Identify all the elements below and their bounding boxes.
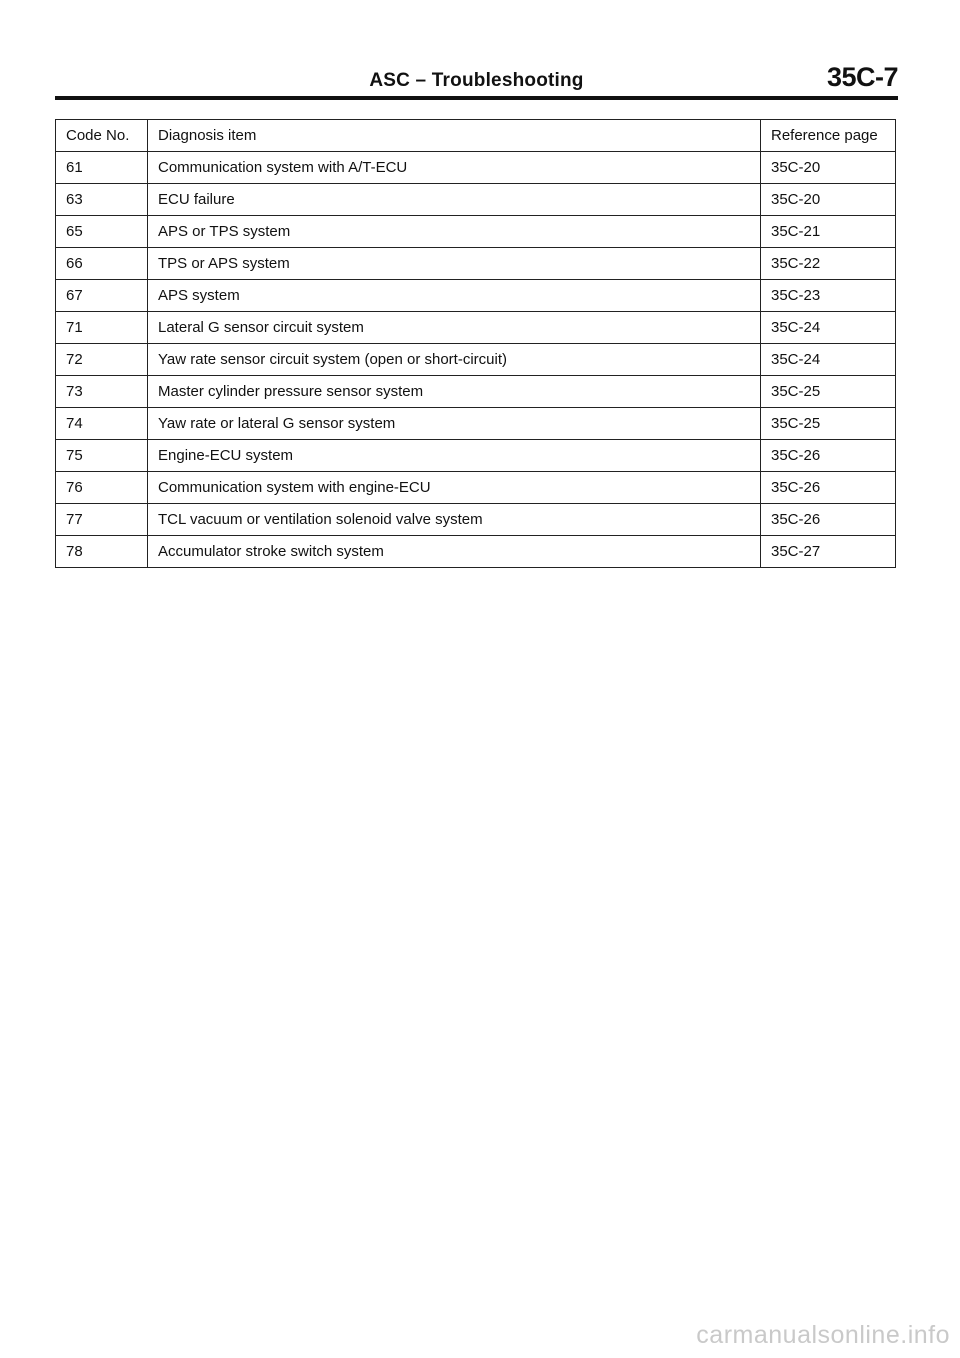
reference-page-cell: 35C-24 xyxy=(761,344,896,376)
watermark-text: carmanualsonline.info xyxy=(696,1321,950,1349)
table-row xyxy=(56,280,896,312)
code-cell: 73 xyxy=(56,376,148,408)
diagnosis-item-cell: TPS or APS system xyxy=(148,248,761,280)
reference-page-cell: 35C-22 xyxy=(761,248,896,280)
diagnosis-item-cell: Lateral G sensor circuit system xyxy=(148,312,761,344)
diagnosis-item-cell: APS system xyxy=(148,280,761,312)
diagnosis-item-cell: Accumulator stroke switch system xyxy=(148,536,761,568)
table-row xyxy=(56,312,896,344)
diagnosis-code-table xyxy=(55,119,896,568)
diagnosis-item-cell: Engine-ECU system xyxy=(148,440,761,472)
table-row xyxy=(56,184,896,216)
reference-page-cell: 35C-26 xyxy=(761,472,896,504)
code-cell: 77 xyxy=(56,504,148,536)
page-title: ASC – Troubleshooting xyxy=(369,70,584,91)
table-row xyxy=(56,216,896,248)
reference-page-cell: 35C-20 xyxy=(761,184,896,216)
table-row xyxy=(56,344,896,376)
code-cell: 61 xyxy=(56,152,148,184)
table-row xyxy=(56,376,896,408)
table-row xyxy=(56,536,896,568)
code-cell: 78 xyxy=(56,536,148,568)
page-header xyxy=(55,62,898,100)
reference-page-cell: 35C-23 xyxy=(761,280,896,312)
column-header-reference-page: Reference page xyxy=(761,120,896,152)
diagnosis-item-cell: Yaw rate sensor circuit system (open or short-circuit) xyxy=(148,344,761,376)
code-cell: 72 xyxy=(56,344,148,376)
diagnosis-item-cell: TCL vacuum or ventilation solenoid valve system xyxy=(148,504,761,536)
reference-page-cell: 35C-25 xyxy=(761,408,896,440)
table-row xyxy=(56,472,896,504)
page-number: 35C-7 xyxy=(826,62,898,92)
reference-page-cell: 35C-25 xyxy=(761,376,896,408)
code-cell: 75 xyxy=(56,440,148,472)
diagnosis-item-cell: Communication system with engine-ECU xyxy=(148,472,761,504)
table-row xyxy=(56,504,896,536)
reference-page-cell: 35C-21 xyxy=(761,216,896,248)
code-cell: 65 xyxy=(56,216,148,248)
diagnosis-item-cell: Communication system with A/T-ECU xyxy=(148,152,761,184)
table-row xyxy=(56,248,896,280)
diagnosis-item-cell: Yaw rate or lateral G sensor system xyxy=(148,408,761,440)
diagnosis-item-cell: APS or TPS system xyxy=(148,216,761,248)
code-cell: 67 xyxy=(56,280,148,312)
reference-page-cell: 35C-20 xyxy=(761,152,896,184)
reference-page-cell: 35C-26 xyxy=(761,440,896,472)
table-header-row xyxy=(56,120,896,152)
code-cell: 74 xyxy=(56,408,148,440)
column-header-code: Code No. xyxy=(56,120,148,152)
diagnosis-item-cell: ECU failure xyxy=(148,184,761,216)
code-cell: 76 xyxy=(56,472,148,504)
table-row xyxy=(56,440,896,472)
code-cell: 63 xyxy=(56,184,148,216)
code-cell: 66 xyxy=(56,248,148,280)
reference-page-cell: 35C-26 xyxy=(761,504,896,536)
table-row xyxy=(56,408,896,440)
column-header-diagnosis-item: Diagnosis item xyxy=(148,120,761,152)
reference-page-cell: 35C-27 xyxy=(761,536,896,568)
reference-page-cell: 35C-24 xyxy=(761,312,896,344)
table-row xyxy=(56,152,896,184)
code-cell: 71 xyxy=(56,312,148,344)
diagnosis-item-cell: Master cylinder pressure sensor system xyxy=(148,376,761,408)
